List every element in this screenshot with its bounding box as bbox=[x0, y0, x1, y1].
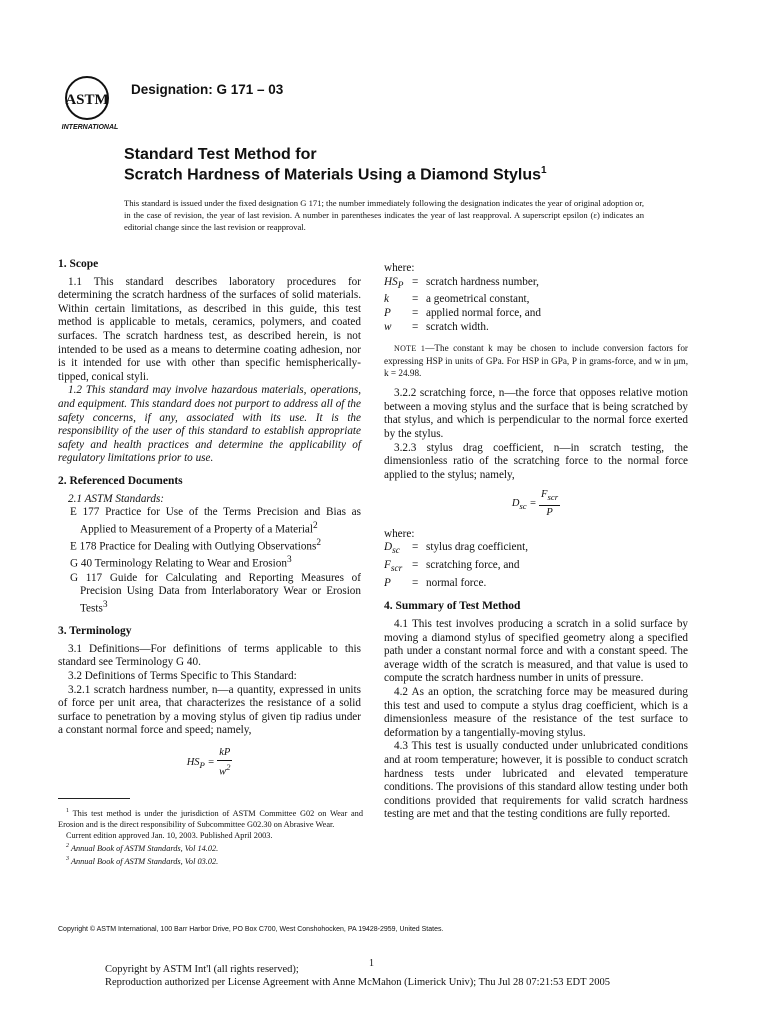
logo-subtext: INTERNATIONAL bbox=[61, 124, 119, 131]
logo-text: ASTM bbox=[65, 92, 109, 108]
footnote-3 bbox=[58, 854, 363, 867]
summary-4-2: 4.2 As an option, the scratching force may be measured during this test and used to compute a stylus drag coefficient, which is a dimensionless measure of the resistance of the test surface to deformation by a tangentially-moving stylus. bbox=[384, 686, 688, 739]
definitions-list-1 bbox=[384, 276, 688, 335]
title-text: Scratch Hardness of Materials Using a Diamond Stylus bbox=[124, 166, 542, 184]
eq2-numerator bbox=[539, 488, 560, 506]
designation: Designation: G 171 – 03 bbox=[131, 82, 284, 97]
footnotes bbox=[58, 806, 363, 866]
ref-text: G 40 Terminology Relating to Wear and Erosion bbox=[70, 558, 287, 571]
def-eq: = bbox=[412, 275, 419, 288]
ref-item bbox=[70, 554, 361, 571]
def-text: a geometrical constant, bbox=[426, 293, 530, 306]
def-symbol: k bbox=[384, 293, 389, 306]
term-3-2-1: 3.2.1 scratch hardness number, n—a quantity, expressed in units of force per unit area, that characterizes the resistance of a solid surface to penetration by a moving stylus of given tip radius under a constant normal force and speed; namely, bbox=[58, 683, 361, 737]
footnote-2 bbox=[58, 841, 363, 854]
refdocs-heading: 2. Referenced Documents bbox=[58, 474, 183, 487]
where-label-1: where: bbox=[384, 262, 415, 274]
eq1-den-sup: 2 bbox=[226, 761, 231, 772]
def-sym: HS bbox=[384, 275, 398, 288]
scope-1-2: 1.2 This standard may involve hazardous materials, operations, and equipment. This standard does not purport to address all of the safety concerns, if any, associated with its use. It is the responsibility of the user of this standard to establish appropriate safety and health practices and determine the applicability of regulatory limitations prior to use. bbox=[58, 384, 361, 465]
note-label: NOTE 1 bbox=[394, 344, 426, 354]
astm-logo bbox=[60, 74, 124, 132]
footnote-3-text: Annual Book of ASTM Standards, Vol 03.02. bbox=[70, 856, 219, 866]
title-line-2 bbox=[124, 165, 547, 184]
where-label-2: where: bbox=[384, 527, 415, 540]
def-eq: = bbox=[412, 541, 419, 554]
ref-text: E 177 Practice for Use of the Terms Precision and Bias as Applied to Measurement of a Property of a Material bbox=[70, 506, 361, 536]
def-eq: = bbox=[412, 559, 419, 572]
note-1 bbox=[384, 342, 688, 379]
footnote-1 bbox=[58, 806, 363, 830]
eq2-lhs: D bbox=[511, 498, 520, 510]
term-3-2-3: 3.2.3 stylus drag coefficient, n—in scratch testing, the dimensionless ratio of the scratching force to the normal force applied to the stylus; namely, bbox=[384, 441, 688, 481]
footnote-1-text: This test method is under the jurisdiction of ASTM Committee G02 on Wear and Erosion and is the direct responsibility of Subcommittee G02.30 on Abrasive Wear. bbox=[58, 808, 363, 829]
footnote-marker: 2 bbox=[66, 842, 69, 849]
footnote-1b: Current edition approved Jan. 10, 2003. Published April 2003. bbox=[66, 830, 273, 840]
def-eq: = bbox=[412, 576, 419, 589]
footnote-2-text: Annual Book of ASTM Standards, Vol 14.02. bbox=[70, 843, 219, 853]
title-footnote-ref: 1 bbox=[541, 165, 547, 176]
ref-item bbox=[70, 506, 361, 537]
footnote-marker: 1 bbox=[66, 808, 69, 814]
issued-note: This standard is issued under the fixed designation G 171; the number immediately following the designation indicates the year of original adoption or, in the case of revision, the year of last revision. A number in parentheses indicates the year of last reapproval. A superscript epsilon (ε) indicates an editorial change since the last revision or reapproval. bbox=[124, 198, 644, 232]
summary-4-3: 4.3 This test is usually conducted under unlubricated conditions and at room temperature; however, it is possible to conduct scratch hardness tests under lubricated and elevated temperature conditions. The provisions of this standard allow testing under both conditions provided that requirements for valid scratch hardness testing are met and that the testing conditions are fully reported. bbox=[384, 740, 688, 821]
ref-sup: 3 bbox=[102, 599, 108, 610]
equation-hsp: $HS_P$ = $\frac{kP}{w^2}$ bbox=[186, 746, 231, 778]
def-sym: D bbox=[384, 541, 393, 554]
terminology-heading: 3. Terminology bbox=[58, 625, 132, 638]
def-eq: = bbox=[412, 293, 419, 306]
eq2-lhs-sub: sc bbox=[519, 501, 527, 512]
footnote-marker: 3 bbox=[66, 855, 69, 862]
title-line-1: Standard Test Method for bbox=[124, 146, 317, 163]
def-sub: scr bbox=[390, 564, 403, 575]
def-symbol bbox=[384, 559, 412, 577]
scope-heading: 1. Scope bbox=[58, 258, 99, 270]
ref-sup: 3 bbox=[286, 555, 292, 566]
ref-item bbox=[70, 572, 361, 617]
summary-heading: 4. Summary of Test Method bbox=[384, 600, 521, 613]
right-column bbox=[384, 262, 688, 822]
left-column bbox=[58, 258, 361, 779]
def-text: scratching force, and bbox=[426, 559, 520, 572]
refdocs-list bbox=[58, 493, 361, 617]
def-text: normal force. bbox=[426, 576, 487, 589]
ref-text: G 117 Guide for Calculating and Reporting Measures of Precision Using Data from Interlaboratory Wear or Erosion Tests bbox=[70, 571, 361, 615]
def-text: scratch width. bbox=[426, 320, 489, 333]
def-sub: P bbox=[397, 280, 404, 291]
eq1-den-var: w bbox=[219, 766, 227, 778]
ref-text: E 178 Practice for Dealing with Outlying Observations bbox=[70, 540, 317, 553]
def-eq: = bbox=[412, 320, 419, 333]
def-sub: sc bbox=[392, 546, 400, 557]
def-symbol: P bbox=[384, 576, 391, 589]
scope-1-1: 1.1 This standard describes laboratory procedures for determining the scratch hardness of the surfaces of solid materials. Within certain limitations, as described in this guide, this test method is applicable to metals, ceramics, polymers, and coated surfaces. The scratch hardness test, as described herein, is not intended to be used as a means to determine coating adhesion, nor is it intended for use with other than specific hemispherically-tipped, conical styli. bbox=[58, 275, 361, 383]
eq1-lhs: HS bbox=[186, 756, 200, 768]
page-number: 1 bbox=[369, 958, 374, 969]
eq2-denominator: P bbox=[546, 507, 553, 519]
eq2-num-var: F bbox=[541, 489, 548, 501]
def-symbol bbox=[384, 276, 412, 294]
term-3-1: 3.1 Definitions—For definitions of terms applicable to this standard see Terminology G 40. bbox=[58, 642, 361, 669]
eq2-num-sub: scr bbox=[547, 492, 559, 503]
eq1-lhs-sub: P bbox=[199, 759, 205, 770]
footnote-rule bbox=[58, 798, 130, 799]
ref-sup: 2 bbox=[316, 538, 322, 549]
ref-sup: 2 bbox=[313, 520, 318, 531]
reproduction-line-2: Reproduction authorized per License Agreement with Anne McMahon (Limerick Univ); Thu Jul 28 07:21:53 EDT 2005 bbox=[105, 977, 610, 988]
reproduction-line-1: Copyright by ASTM Int'l (all rights reserved); bbox=[105, 964, 299, 975]
def-text: scratch hardness number, bbox=[426, 275, 539, 288]
def-sym: F bbox=[384, 559, 391, 572]
summary-4-1: 4.1 This test involves producing a scratch in a solid surface by moving a diamond stylus of specified geometry along a specified path under a constant normal force and with a constant speed. The average width of the scratch is measured, and that value is used to compute the scratch hardness number in units of pressure. bbox=[384, 618, 688, 685]
eq1-denominator bbox=[217, 761, 232, 779]
def-symbol bbox=[384, 541, 412, 559]
def-symbol: P bbox=[384, 307, 391, 320]
def-text: applied normal force, and bbox=[426, 307, 541, 320]
def-eq: = bbox=[412, 307, 419, 320]
eq2-fraction bbox=[539, 488, 560, 519]
definitions-list-2 bbox=[384, 541, 688, 590]
eq1-fraction bbox=[217, 746, 232, 779]
term-3-2-2: 3.2.2 scratching force, n—the force that opposes relative motion between a moving stylus and the surface that is being scratched by that stylus, and which is perpendicular to the normal force exerted by the stylus. bbox=[384, 387, 688, 440]
note-text: —The constant k may be chosen to include conversion factors for expressing HSP in units of GPa. For HSP in GPa, P in grams-force, and w in μm, k = 24.98. bbox=[384, 343, 688, 379]
equation-dsc: $D_{sc}$ = $F_{scr}$ P bbox=[511, 489, 559, 519]
def-text: stylus drag coefficient, bbox=[426, 541, 529, 554]
refdocs-2-1: 2.1 ASTM Standards: bbox=[68, 492, 165, 505]
eq1-numerator: kP bbox=[217, 746, 232, 761]
term-3-2: 3.2 Definitions of Terms Specific to This Standard: bbox=[68, 669, 297, 682]
copyright-line: Copyright © ASTM International, 100 Barr Harbor Drive, PO Box C700, West Conshohocken, PA 19428-2959, United States. bbox=[58, 926, 444, 933]
def-symbol: w bbox=[384, 320, 392, 333]
ref-item bbox=[70, 537, 361, 554]
